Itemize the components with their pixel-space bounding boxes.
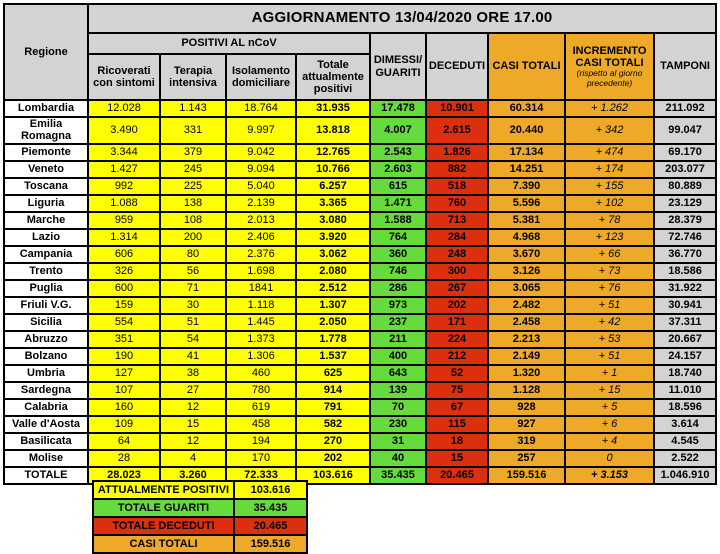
tamponi-value: 30.941 <box>654 297 716 314</box>
totale-positivi-value: 270 <box>296 433 370 450</box>
dimessi-guariti-value: 1.471 <box>370 195 426 212</box>
isolamento-value: 72.333 <box>226 467 296 484</box>
tamponi-value: 1.046.910 <box>654 467 716 484</box>
region-name: Sicilia <box>4 314 88 331</box>
incremento-value: + 342 <box>565 117 654 144</box>
ricoverati-value: 127 <box>88 365 160 382</box>
totale-positivi-value: 2.512 <box>296 280 370 297</box>
deceduti-value: 248 <box>426 246 488 263</box>
ricoverati-value: 190 <box>88 348 160 365</box>
deceduti-value: 224 <box>426 331 488 348</box>
dimessi-guariti-value: 643 <box>370 365 426 382</box>
isolamento-value: 194 <box>226 433 296 450</box>
deceduti-value: 1.826 <box>426 144 488 161</box>
column-header-incremento <box>565 33 654 100</box>
ricoverati-value: 959 <box>88 212 160 229</box>
table-row <box>4 117 716 144</box>
dimessi-guariti-value: 360 <box>370 246 426 263</box>
incremento-value: + 51 <box>565 297 654 314</box>
totale-positivi-value: 3.365 <box>296 195 370 212</box>
table-row <box>4 263 716 280</box>
region-name: Campania <box>4 246 88 263</box>
table-row <box>4 297 716 314</box>
totale-positivi-value: 1.307 <box>296 297 370 314</box>
dimessi-guariti-value: 286 <box>370 280 426 297</box>
terapia-intensiva-value: 108 <box>160 212 226 229</box>
dimessi-guariti-value: 746 <box>370 263 426 280</box>
incremento-value: + 123 <box>565 229 654 246</box>
incremento-value: + 51 <box>565 348 654 365</box>
isolamento-value: 1.445 <box>226 314 296 331</box>
summary-label: ATTUALMENTE POSITIVI <box>93 481 234 499</box>
incremento-value: + 66 <box>565 246 654 263</box>
totale-positivi-value: 103.616 <box>296 467 370 484</box>
ricoverati-value: 606 <box>88 246 160 263</box>
table-row <box>4 433 716 450</box>
table-row <box>4 348 716 365</box>
column-header-isolamento: Isolamento domiciliare <box>226 54 296 100</box>
incremento-value: + 1 <box>565 365 654 382</box>
summary-label: TOTALE GUARITI <box>93 499 234 517</box>
terapia-intensiva-value: 225 <box>160 178 226 195</box>
isolamento-value: 460 <box>226 365 296 382</box>
tamponi-value: 20.667 <box>654 331 716 348</box>
incremento-value: + 73 <box>565 263 654 280</box>
incremento-value: + 155 <box>565 178 654 195</box>
casi-totali-value: 319 <box>488 433 565 450</box>
region-name: Lombardia <box>4 100 88 117</box>
isolamento-value: 5.040 <box>226 178 296 195</box>
group-header-row <box>4 33 716 54</box>
deceduti-value: 2.615 <box>426 117 488 144</box>
totale-positivi-value: 3.062 <box>296 246 370 263</box>
tamponi-value: 3.614 <box>654 416 716 433</box>
terapia-intensiva-value: 331 <box>160 117 226 144</box>
dimessi-guariti-value: 2.603 <box>370 161 426 178</box>
column-header-tamponi: TAMPONI <box>654 33 716 100</box>
tamponi-value: 24.157 <box>654 348 716 365</box>
casi-totali-value: 14.251 <box>488 161 565 178</box>
table-row <box>4 195 716 212</box>
region-name: Toscana <box>4 178 88 195</box>
terapia-intensiva-value: 38 <box>160 365 226 382</box>
deceduti-value: 171 <box>426 314 488 331</box>
region-name: Marche <box>4 212 88 229</box>
table-title: AGGIORNAMENTO 13/04/2020 ORE 17.00 <box>88 4 716 33</box>
isolamento-value: 2.406 <box>226 229 296 246</box>
region-name: Friuli V.G. <box>4 297 88 314</box>
deceduti-value: 115 <box>426 416 488 433</box>
totale-positivi-value: 2.080 <box>296 263 370 280</box>
column-header-regione: Regione <box>4 4 88 100</box>
deceduti-value: 20.465 <box>426 467 488 484</box>
deceduti-value: 300 <box>426 263 488 280</box>
casi-totali-value: 2.458 <box>488 314 565 331</box>
tamponi-value: 80.889 <box>654 178 716 195</box>
deceduti-value: 760 <box>426 195 488 212</box>
tamponi-value: 28.379 <box>654 212 716 229</box>
terapia-intensiva-value: 71 <box>160 280 226 297</box>
summary-row-totale-guariti <box>93 499 307 517</box>
totale-positivi-value: 582 <box>296 416 370 433</box>
column-header-ricoverati: Ricoverati con sintomi <box>88 54 160 100</box>
deceduti-value: 713 <box>426 212 488 229</box>
isolamento-value: 1.373 <box>226 331 296 348</box>
table-row <box>4 450 716 467</box>
casi-totali-value: 4.968 <box>488 229 565 246</box>
dimessi-guariti-value: 237 <box>370 314 426 331</box>
summary-value: 159.516 <box>234 535 307 553</box>
summary-value: 35.435 <box>234 499 307 517</box>
ricoverati-value: 28.023 <box>88 467 160 484</box>
deceduti-value: 518 <box>426 178 488 195</box>
region-name: Umbria <box>4 365 88 382</box>
ricoverati-value: 1.427 <box>88 161 160 178</box>
table-row <box>4 144 716 161</box>
region-name: Veneto <box>4 161 88 178</box>
terapia-intensiva-value: 200 <box>160 229 226 246</box>
summary-table <box>92 480 308 554</box>
incremento-value: + 42 <box>565 314 654 331</box>
terapia-intensiva-value: 1.143 <box>160 100 226 117</box>
table-row <box>4 280 716 297</box>
deceduti-value: 52 <box>426 365 488 382</box>
tamponi-value: 99.047 <box>654 117 716 144</box>
terapia-intensiva-value: 80 <box>160 246 226 263</box>
totale-positivi-value: 3.080 <box>296 212 370 229</box>
casi-totali-value: 2.213 <box>488 331 565 348</box>
incremento-value: + 5 <box>565 399 654 416</box>
tamponi-value: 11.010 <box>654 382 716 399</box>
casi-totali-value: 5.381 <box>488 212 565 229</box>
terapia-intensiva-value: 27 <box>160 382 226 399</box>
tamponi-value: 72.746 <box>654 229 716 246</box>
deceduti-value: 212 <box>426 348 488 365</box>
ricoverati-value: 12.028 <box>88 100 160 117</box>
deceduti-value: 75 <box>426 382 488 399</box>
tamponi-value: 203.077 <box>654 161 716 178</box>
casi-totali-value: 3.670 <box>488 246 565 263</box>
ricoverati-value: 600 <box>88 280 160 297</box>
deceduti-value: 202 <box>426 297 488 314</box>
summary-label: CASI TOTALI <box>93 535 234 553</box>
dimessi-guariti-value: 211 <box>370 331 426 348</box>
casi-totali-value: 257 <box>488 450 565 467</box>
column-header-deceduti: DECEDUTI <box>426 33 488 100</box>
tamponi-value: 2.522 <box>654 450 716 467</box>
casi-totali-value: 60.314 <box>488 100 565 117</box>
incremento-value: + 53 <box>565 331 654 348</box>
tamponi-value: 18.596 <box>654 399 716 416</box>
table-row <box>4 161 716 178</box>
table-row <box>4 382 716 399</box>
summary-value: 20.465 <box>234 517 307 535</box>
casi-totali-value: 927 <box>488 416 565 433</box>
dimessi-guariti-value: 1.588 <box>370 212 426 229</box>
totale-positivi-value: 2.050 <box>296 314 370 331</box>
incremento-value: + 15 <box>565 382 654 399</box>
totale-positivi-value: 1.537 <box>296 348 370 365</box>
dimessi-guariti-value: 35.435 <box>370 467 426 484</box>
isolamento-value: 1.698 <box>226 263 296 280</box>
dimessi-guariti-value: 70 <box>370 399 426 416</box>
isolamento-value: 9.094 <box>226 161 296 178</box>
ricoverati-value: 1.088 <box>88 195 160 212</box>
incremento-value: + 78 <box>565 212 654 229</box>
ricoverati-value: 64 <box>88 433 160 450</box>
incremento-value: + 4 <box>565 433 654 450</box>
table-row <box>4 229 716 246</box>
terapia-intensiva-value: 3.260 <box>160 467 226 484</box>
terapia-intensiva-value: 56 <box>160 263 226 280</box>
isolamento-value: 2.013 <box>226 212 296 229</box>
tamponi-value: 23.129 <box>654 195 716 212</box>
isolamento-value: 170 <box>226 450 296 467</box>
isolamento-value: 619 <box>226 399 296 416</box>
ricoverati-value: 351 <box>88 331 160 348</box>
incremento-value: + 174 <box>565 161 654 178</box>
column-header-dimessi-guariti: DIMESSI/ GUARITI <box>370 33 426 100</box>
casi-totali-value: 1.128 <box>488 382 565 399</box>
table-row <box>4 365 716 382</box>
table-row <box>4 212 716 229</box>
region-name: Emilia Romagna <box>4 117 88 144</box>
tamponi-value: 37.311 <box>654 314 716 331</box>
isolamento-value: 1.306 <box>226 348 296 365</box>
ricoverati-value: 160 <box>88 399 160 416</box>
region-name: Piemonte <box>4 144 88 161</box>
tamponi-value: 69.170 <box>654 144 716 161</box>
totale-positivi-value: 6.257 <box>296 178 370 195</box>
tamponi-value: 18.586 <box>654 263 716 280</box>
summary-value: 103.616 <box>234 481 307 499</box>
ricoverati-value: 992 <box>88 178 160 195</box>
casi-totali-value: 928 <box>488 399 565 416</box>
terapia-intensiva-value: 51 <box>160 314 226 331</box>
incremento-value: + 1.262 <box>565 100 654 117</box>
totale-positivi-value: 31.935 <box>296 100 370 117</box>
deceduti-value: 267 <box>426 280 488 297</box>
terapia-intensiva-value: 54 <box>160 331 226 348</box>
table-row <box>4 416 716 433</box>
terapia-intensiva-value: 30 <box>160 297 226 314</box>
ricoverati-value: 3.344 <box>88 144 160 161</box>
tamponi-value: 36.770 <box>654 246 716 263</box>
isolamento-value: 458 <box>226 416 296 433</box>
dimessi-guariti-value: 2.543 <box>370 144 426 161</box>
terapia-intensiva-value: 12 <box>160 399 226 416</box>
dimessi-guariti-value: 973 <box>370 297 426 314</box>
dimessi-guariti-value: 230 <box>370 416 426 433</box>
region-name: Liguria <box>4 195 88 212</box>
summary-row-totale-deceduti <box>93 517 307 535</box>
dimessi-guariti-value: 764 <box>370 229 426 246</box>
deceduti-value: 18 <box>426 433 488 450</box>
incremento-value: + 6 <box>565 416 654 433</box>
isolamento-value: 9.997 <box>226 117 296 144</box>
dimessi-guariti-value: 31 <box>370 433 426 450</box>
region-name: Puglia <box>4 280 88 297</box>
dimessi-guariti-value: 4.007 <box>370 117 426 144</box>
region-name: Basilicata <box>4 433 88 450</box>
table-row <box>4 399 716 416</box>
covid-region-table <box>3 3 717 485</box>
casi-totali-value: 20.440 <box>488 117 565 144</box>
casi-totali-value: 1.320 <box>488 365 565 382</box>
casi-totali-value: 5.596 <box>488 195 565 212</box>
table-row <box>4 331 716 348</box>
isolamento-value: 18.764 <box>226 100 296 117</box>
dimessi-guariti-value: 400 <box>370 348 426 365</box>
deceduti-value: 67 <box>426 399 488 416</box>
dimessi-guariti-value: 17.478 <box>370 100 426 117</box>
summary-row-attualmente-positivi <box>93 481 307 499</box>
incremento-value: + 3.153 <box>565 467 654 484</box>
terapia-intensiva-value: 41 <box>160 348 226 365</box>
terapia-intensiva-value: 138 <box>160 195 226 212</box>
ricoverati-value: 554 <box>88 314 160 331</box>
region-name: Bolzano <box>4 348 88 365</box>
incremento-value: + 76 <box>565 280 654 297</box>
totale-positivi-value: 791 <box>296 399 370 416</box>
summary-row-casi-totali <box>93 535 307 553</box>
incremento-value: + 102 <box>565 195 654 212</box>
table-row <box>4 246 716 263</box>
deceduti-value: 10.901 <box>426 100 488 117</box>
incremento-header-label: INCREMENTO CASI TOTALI <box>572 44 647 69</box>
table-row <box>4 178 716 195</box>
column-group-positivi-ncov: POSITIVI AL nCoV <box>88 33 370 54</box>
region-name: Trento <box>4 263 88 280</box>
dimessi-guariti-value: 615 <box>370 178 426 195</box>
region-name: Sardegna <box>4 382 88 399</box>
column-header-totale-positivi: Totale attualmente positivi <box>296 54 370 100</box>
terapia-intensiva-value: 12 <box>160 433 226 450</box>
isolamento-value: 780 <box>226 382 296 399</box>
totale-positivi-value: 10.766 <box>296 161 370 178</box>
table-header <box>4 4 716 100</box>
deceduti-value: 882 <box>426 161 488 178</box>
casi-totali-value: 159.516 <box>488 467 565 484</box>
terapia-intensiva-value: 245 <box>160 161 226 178</box>
tamponi-value: 31.922 <box>654 280 716 297</box>
terapia-intensiva-value: 4 <box>160 450 226 467</box>
summary-label: TOTALE DECEDUTI <box>93 517 234 535</box>
region-name: Valle d'Aosta <box>4 416 88 433</box>
totale-positivi-value: 202 <box>296 450 370 467</box>
ricoverati-value: 3.490 <box>88 117 160 144</box>
tamponi-value: 4.545 <box>654 433 716 450</box>
casi-totali-value: 3.065 <box>488 280 565 297</box>
totale-positivi-value: 13.818 <box>296 117 370 144</box>
deceduti-value: 284 <box>426 229 488 246</box>
region-name: Calabria <box>4 399 88 416</box>
ricoverati-value: 326 <box>88 263 160 280</box>
column-header-casi-totali: CASI TOTALI <box>488 33 565 100</box>
totale-positivi-value: 914 <box>296 382 370 399</box>
totale-positivi-value: 12.765 <box>296 144 370 161</box>
ricoverati-value: 109 <box>88 416 160 433</box>
ricoverati-value: 107 <box>88 382 160 399</box>
casi-totali-value: 2.149 <box>488 348 565 365</box>
casi-totali-value: 17.134 <box>488 144 565 161</box>
incremento-header-note: (rispetto al giorno precedente) <box>576 68 643 88</box>
casi-totali-value: 2.482 <box>488 297 565 314</box>
region-name: Molise <box>4 450 88 467</box>
tamponi-value: 18.740 <box>654 365 716 382</box>
casi-totali-value: 7.390 <box>488 178 565 195</box>
incremento-value: + 474 <box>565 144 654 161</box>
totale-positivi-value: 3.920 <box>296 229 370 246</box>
isolamento-value: 1.118 <box>226 297 296 314</box>
table-row <box>4 100 716 117</box>
isolamento-value: 2.139 <box>226 195 296 212</box>
title-row <box>4 4 716 33</box>
totale-positivi-value: 1.778 <box>296 331 370 348</box>
isolamento-value: 9.042 <box>226 144 296 161</box>
isolamento-value: 2.376 <box>226 246 296 263</box>
region-name: Abruzzo <box>4 331 88 348</box>
incremento-value: 0 <box>565 450 654 467</box>
ricoverati-value: 1.314 <box>88 229 160 246</box>
totale-positivi-value: 625 <box>296 365 370 382</box>
casi-totali-value: 3.126 <box>488 263 565 280</box>
dimessi-guariti-value: 139 <box>370 382 426 399</box>
terapia-intensiva-value: 15 <box>160 416 226 433</box>
region-name: TOTALE <box>4 467 88 484</box>
ricoverati-value: 28 <box>88 450 160 467</box>
terapia-intensiva-value: 379 <box>160 144 226 161</box>
isolamento-value: 1841 <box>226 280 296 297</box>
table-row <box>4 314 716 331</box>
dimessi-guariti-value: 40 <box>370 450 426 467</box>
region-name: Lazio <box>4 229 88 246</box>
deceduti-value: 15 <box>426 450 488 467</box>
table-body <box>4 100 716 484</box>
column-header-terapia-intensiva: Terapia intensiva <box>160 54 226 100</box>
tamponi-value: 211.092 <box>654 100 716 117</box>
ricoverati-value: 159 <box>88 297 160 314</box>
